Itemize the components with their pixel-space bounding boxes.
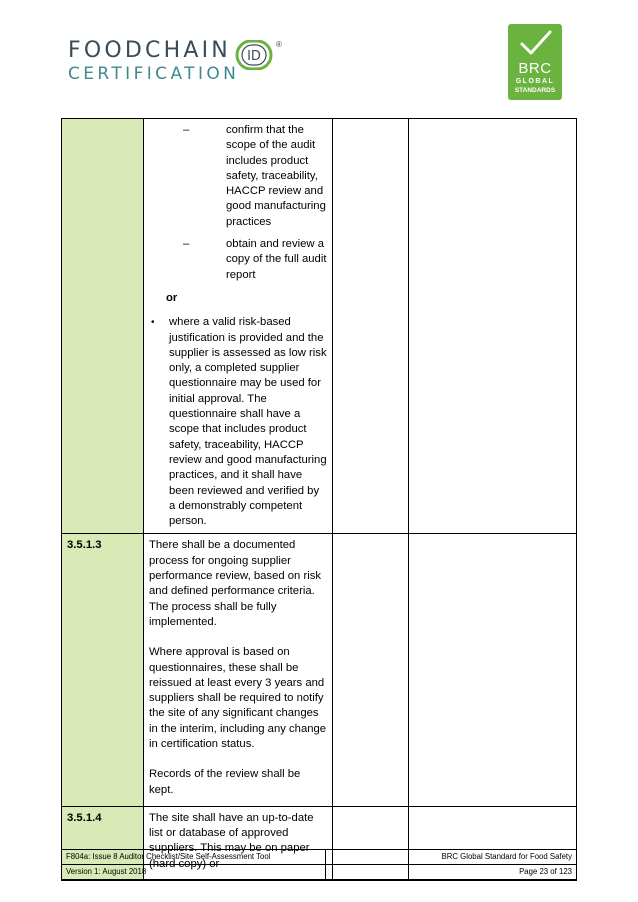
requirement-paragraph: The site shall have an up-to-date list or database of approved suppliers. This may be on paper (hard copy) or [149,811,314,870]
list-item [149,237,327,283]
footer-standard: BRC Global Standard for Food Safety [326,850,577,865]
footer-doc-title: F804a: Issue 8 Auditor Checklist/Site Self-Assessment Tool [62,850,326,865]
brc-global-standards-logo [508,24,562,100]
list-item-text: obtain and review a copy of the full audit report [226,238,327,281]
page-header [0,0,638,118]
requirement-paragraph: Where approval is based on questionnaires, these shall be reissued at least every 3 years and suppliers shall be required to notify the site of any significant changes in the interim, including any change in certification status. [149,646,327,750]
requirement-paragraph: Records of the review shall be kept. [149,768,301,796]
list-item [149,123,327,230]
clause-cell [62,119,144,534]
conforms-cell[interactable] [333,534,409,806]
details-cell[interactable] [409,534,577,806]
checklist-table [61,118,577,881]
footer-page-number: Page 23 of 123 [326,865,577,880]
logo-certification-text: CERTIFICATION [68,64,240,84]
clause-cell: 3.5.1.3 [62,534,144,806]
logo-id-text: ID [247,49,261,64]
dash-marker: – [183,238,190,251]
dash-marker: – [183,124,190,136]
logo-global-text: GLOBAL [515,78,555,85]
logo-foodchain-text: FOODCHAIN [68,38,231,63]
bullet-marker: • [151,317,155,329]
requirement-cell [144,119,333,534]
list-item-text: where a valid risk-based justification is provided and the supplier is assessed as low risk only, a completed supplier questionnaire may be used for initial approval. The questionnaire shall have a scope that includes product safety, traceability, HACCP review and good manufacturing practices, and it shall have been reviewed and verified by a demonstrably competent person. [169,316,327,528]
details-cell[interactable] [409,119,577,534]
table-row [62,119,577,534]
list-item-text: confirm that the scope of the audit includes product safety, traceability, HACCP review and good manufacturing practices [226,124,326,228]
requirement-paragraph: There shall be a documented process for ongoing supplier performance review, based on risk and defined performance criteria. The process shall be fully implemented. [149,539,322,628]
list-item [149,315,327,529]
logo-brc-text: BRC [518,60,552,77]
id-badge-icon [234,40,274,70]
requirement-cell [144,534,333,806]
clause-cell: 3.5.1.4 [62,806,144,880]
checkmark-icon [518,28,554,60]
logo-registered-mark: ® [276,40,282,49]
foodchain-id-logo [68,38,298,88]
conforms-cell[interactable] [333,119,409,534]
or-separator: or [166,291,178,304]
page-footer [61,849,577,880]
table-row [62,534,577,806]
footer-version: Version 1: August 2018 [62,865,326,880]
logo-standards-text: STANDARDS [514,87,556,94]
